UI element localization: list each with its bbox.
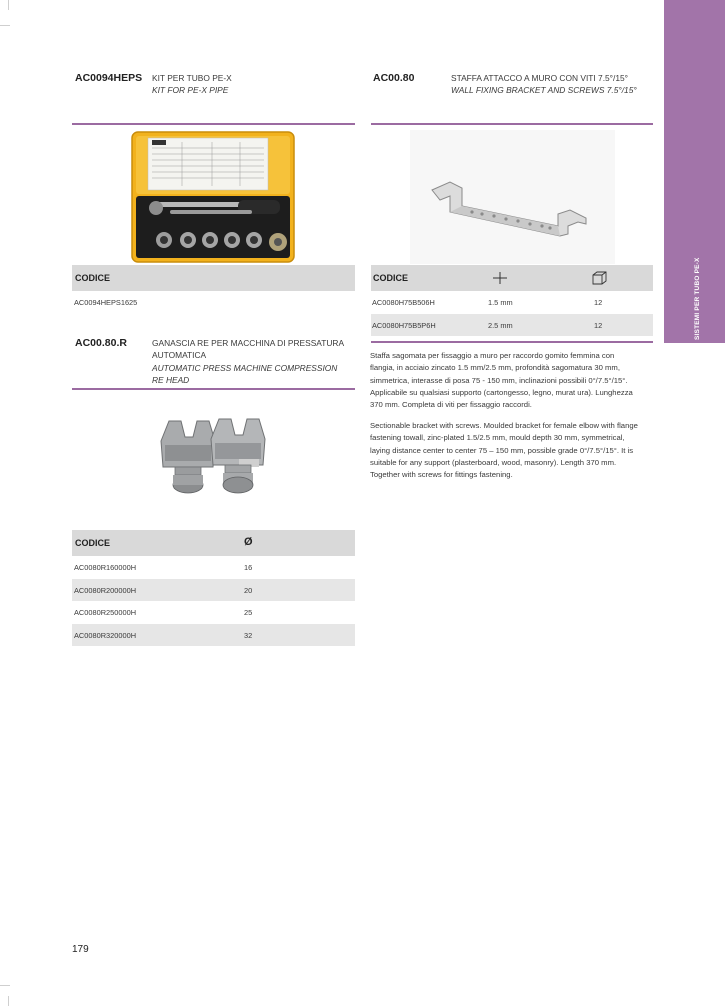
thickness-cross-icon [493,272,507,284]
bracket-table-rule [371,341,653,343]
jaw-row-diameter: 32 [244,631,253,640]
table-row [72,556,355,578]
bracket-product-code: AC00.80 [373,72,415,84]
bracket-title-it: STAFFA ATTACCO A MURO CON VITI 7.5°/15° [451,73,629,83]
bracket-row-thickness: 2.5 mm [488,321,513,330]
kit-table-header [72,265,355,291]
bracket-row-thickness: 1.5 mm [488,298,513,307]
jaw-row-code: AC0080R160000H [74,563,137,572]
table-row [72,624,355,646]
jaw-row-diameter: 25 [244,608,253,617]
kit-case-image [130,130,296,264]
kit-row-code: AC0094HEPS1625 [74,298,138,307]
jaw-row-code: AC0080R250000H [74,608,137,617]
bracket-table-header [371,265,653,291]
bracket-description-en: Sectionable bracket with screws. Moulded bracket for female elbow with flange fastening towall, zinc-plated 1.5/2.5 mm, mould depth 30 mm, symmetrical, laying distance center to center 75 – 150 mm, possible grade 0°/7.5°/15°. It is suitable for any support (plasterboard, wood, masonry). Length 370 mm. Together with screws for fittings fastening. [370,421,638,480]
table-row [72,601,355,623]
bracket-row-code: AC0080H75B5P6H [372,321,436,330]
jaw-row-diameter: 16 [244,563,253,572]
table-row [72,291,355,313]
table-row [371,291,653,313]
diameter-icon: Ø [244,536,253,548]
jaw-title-en: AUTOMATIC PRESS MACHINE COMPRESSION RE HEAD [152,363,338,385]
table-row [371,314,653,336]
jaw-row-code: AC0080R320000H [74,631,137,640]
kit-title-rule [72,123,355,125]
crop-mark [8,996,9,1006]
table-row [72,579,355,601]
section-side-tab-label: SISTEMI PER TUBO PE-X [694,257,701,340]
bracket-description-it: Staffa sagomata per fissaggio a muro per raccordo gomito femmina con flangia, in acciaio zincato 1.5 mm/2.5 mm, profondità sagomatura 30 mm, simmetrica, interasse di posa 75 - 150 mm, inclinazioni possibili 0°/7.5°/15°. Applicabile su qualsiasi supporto (cartongesso, legno, murat ura). Lunghezza 370 mm. Completa di viti per fissaggio raccordi. [370,351,633,410]
crop-mark [0,25,10,26]
jaw-product-code: AC00.80.R [75,337,127,349]
jaw-image [155,415,270,500]
section-side-tab [664,0,725,343]
crop-mark [0,985,10,986]
bracket-table-header-code: CODICE [373,273,409,283]
kit-table-header-code: CODICE [75,273,111,283]
page-number: 179 [72,944,89,955]
bracket-row-code: AC0080H75B506H [372,298,435,307]
jaw-row-code: AC0080R200000H [74,586,137,595]
jaw-table-header-code: CODICE [75,538,111,548]
kit-title-it: KIT PER TUBO PE-X [152,73,232,83]
kit-product-code: AC0094HEPS [75,72,143,84]
package-box-icon [592,271,607,285]
bracket-row-qty: 12 [594,298,603,307]
bracket-title-en: WALL FIXING BRACKET AND SCREWS 7.5°/15° [451,85,637,95]
kit-title-en: KIT FOR PE-X PIPE [152,85,229,95]
bracket-image [410,130,615,264]
jaw-title-it: GANASCIA RE PER MACCHINA DI PRESSATURA AUTOMATICA [152,338,344,360]
jaw-row-diameter: 20 [244,586,253,595]
jaw-table-header [72,530,355,556]
crop-mark [8,0,9,10]
bracket-row-qty: 12 [594,321,603,330]
bracket-title-rule [371,123,653,125]
jaw-title-rule [72,388,355,390]
